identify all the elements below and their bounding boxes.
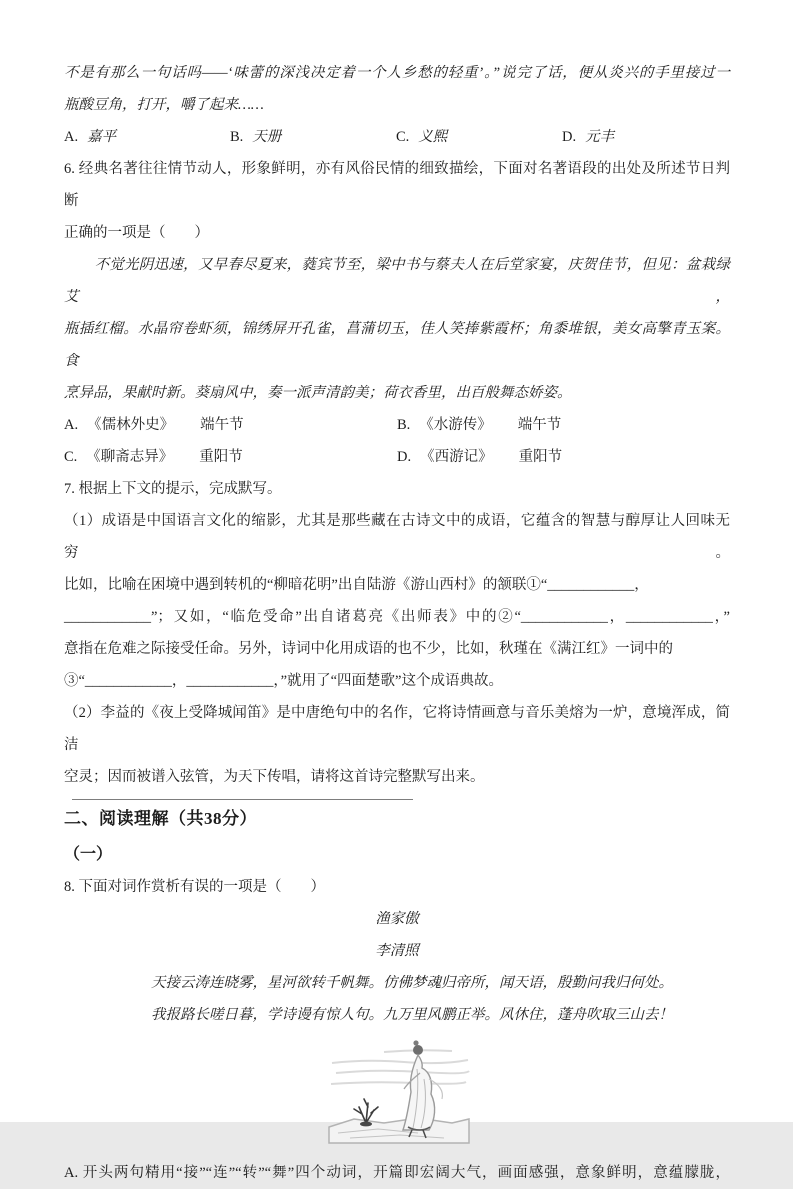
q5-option-b: [230, 121, 396, 153]
option-label: A.: [64, 417, 79, 433]
option-label: B.: [230, 129, 244, 145]
poem-line-1: 天接云涛连晓雾，星河欲转千帆舞。仿佛梦魂归帝所，闻天语，殷勤问我归何处。: [151, 975, 673, 991]
option-label: A.: [64, 129, 79, 145]
q6-passage-line-1: 不觉光阴迅速，又早春尽夏来，蕤宾节至，梁中书与蔡夫人在后堂家宴，庆贺佳节，但见：盆栽绿艾，: [64, 257, 730, 305]
q6-stem-line-1: 6. 经典名著往往情节动人，形象鲜明，亦有风俗民情的细致描绘，下面对名著语段的出处及所述节日判断: [64, 161, 730, 209]
q5-options-row: [64, 121, 730, 153]
book-title: 《聊斋志异》: [86, 449, 174, 465]
q7-part1-line-3: ____________”；又如，“临危受命”出自诸葛亮《出师表》中的②“____________，____________，”: [64, 609, 730, 625]
q7-part1-line-4: 意指在危难之际接受任命。另外，诗词中化用成语的也不少，比如，秋瑾在《满江红》一词中的: [64, 641, 673, 657]
q6-passage-line-3: 烹异品，果献时新。葵扇风中，奏一派声清韵美；荷衣香里，出百般舞态娇姿。: [64, 385, 572, 401]
q6-option-c: [64, 441, 397, 473]
festival: 重阳节: [518, 449, 563, 465]
book-title: 《水游传》: [419, 417, 492, 433]
option-label: D.: [562, 129, 577, 145]
poem-illustration-figure: [326, 1037, 730, 1145]
option-label: C.: [64, 449, 78, 465]
option-label: C.: [396, 129, 410, 145]
q6-options-row-1: [64, 409, 730, 441]
li-qingzhao-ink-sketch-image: [326, 1037, 472, 1145]
option-label: B.: [397, 417, 411, 433]
q6-option-b: [397, 409, 730, 441]
option-text: 嘉平: [87, 129, 117, 145]
q6-options-row-2: [64, 441, 730, 473]
option-text: 元丰: [585, 129, 615, 145]
q6-option-d: [397, 441, 730, 473]
book-title: 《西游记》: [420, 449, 493, 465]
festival: 重阳节: [199, 449, 243, 465]
q5-option-c: [396, 121, 562, 153]
festival: 端午节: [517, 417, 562, 433]
q6-stem-line-2: 正确的一项是（ ）: [64, 225, 209, 241]
q7-stem: 7. 根据上下文的提示，完成默写。: [64, 481, 282, 497]
option-text: 义熙: [418, 129, 448, 145]
section-2-part-label: （一）: [64, 846, 113, 863]
q7-part1-line-5: ③“____________，____________，”就用了“四面楚歌”这个成语典故。: [64, 673, 503, 689]
option-label: D.: [397, 449, 412, 465]
q5-option-d: [562, 121, 728, 153]
q7-part2-line-2: 空灵；因而被谱入弦管，为天下传唱，请将这首诗完整默写出来。: [64, 769, 485, 785]
poem-title: 渔家傲: [375, 911, 419, 927]
q7-part2-line-1: （2）李益的《夜上受降城闻笛》是中唐绝句中的名作，它将诗情画意与音乐美熔为一炉，意境浑成，简洁: [64, 705, 730, 753]
q5-passage-line-2: 瓶酸豆角，打开，嚼了起来……: [64, 97, 264, 113]
section-2-heading: 二、阅读理解（共38分）: [64, 809, 257, 828]
q5-passage-line-1: 不是有那么一句话吗——‘味蕾的深浅决定着一个人乡愁的轻重’。”说完了话，便从炎兴的手里接过一: [64, 65, 730, 81]
option-text: 天册: [252, 129, 282, 145]
book-title: 《儒林外史》: [87, 417, 175, 433]
q8-stem: 8. 下面对词作赏析有误的一项是（ ）: [64, 879, 325, 895]
q6-passage-line-2: 瓶插红榴。水晶帘卷虾须，锦绣屏开孔雀，菖蒲切玉，佳人笑捧紫霞杯；角黍堆银，美女高擎青玉案。食: [64, 321, 730, 369]
q7-part1-line-2: 比如，比喻在困境中遇到转机的“柳暗花明”出自陆游《游山西村》的颔联①“____________，: [64, 577, 649, 593]
poem-line-2: 我报路长嗟日暮，学诗谩有惊人句。九万里风鹏正举。风休住，蓬舟吹取三山去！: [151, 1007, 673, 1023]
q8-option-a: A. 开头两句精用“接”“连”“转”“舞”四个动词，开篇即宏阔大气，画面感强，意象鲜明，意蕴朦胧，: [64, 1165, 730, 1181]
q5-option-a: [64, 121, 230, 153]
q7-part1-line-1: （1）成语是中国语言文化的缩影，尤其是那些藏在古诗文中的成语，它蕴含的智慧与醇厚让人回味无穷。: [64, 513, 730, 561]
festival: 端午节: [200, 417, 244, 433]
answer-blank-line: [72, 793, 413, 800]
q6-option-a: [64, 409, 397, 441]
poem-author: 李清照: [375, 943, 419, 959]
